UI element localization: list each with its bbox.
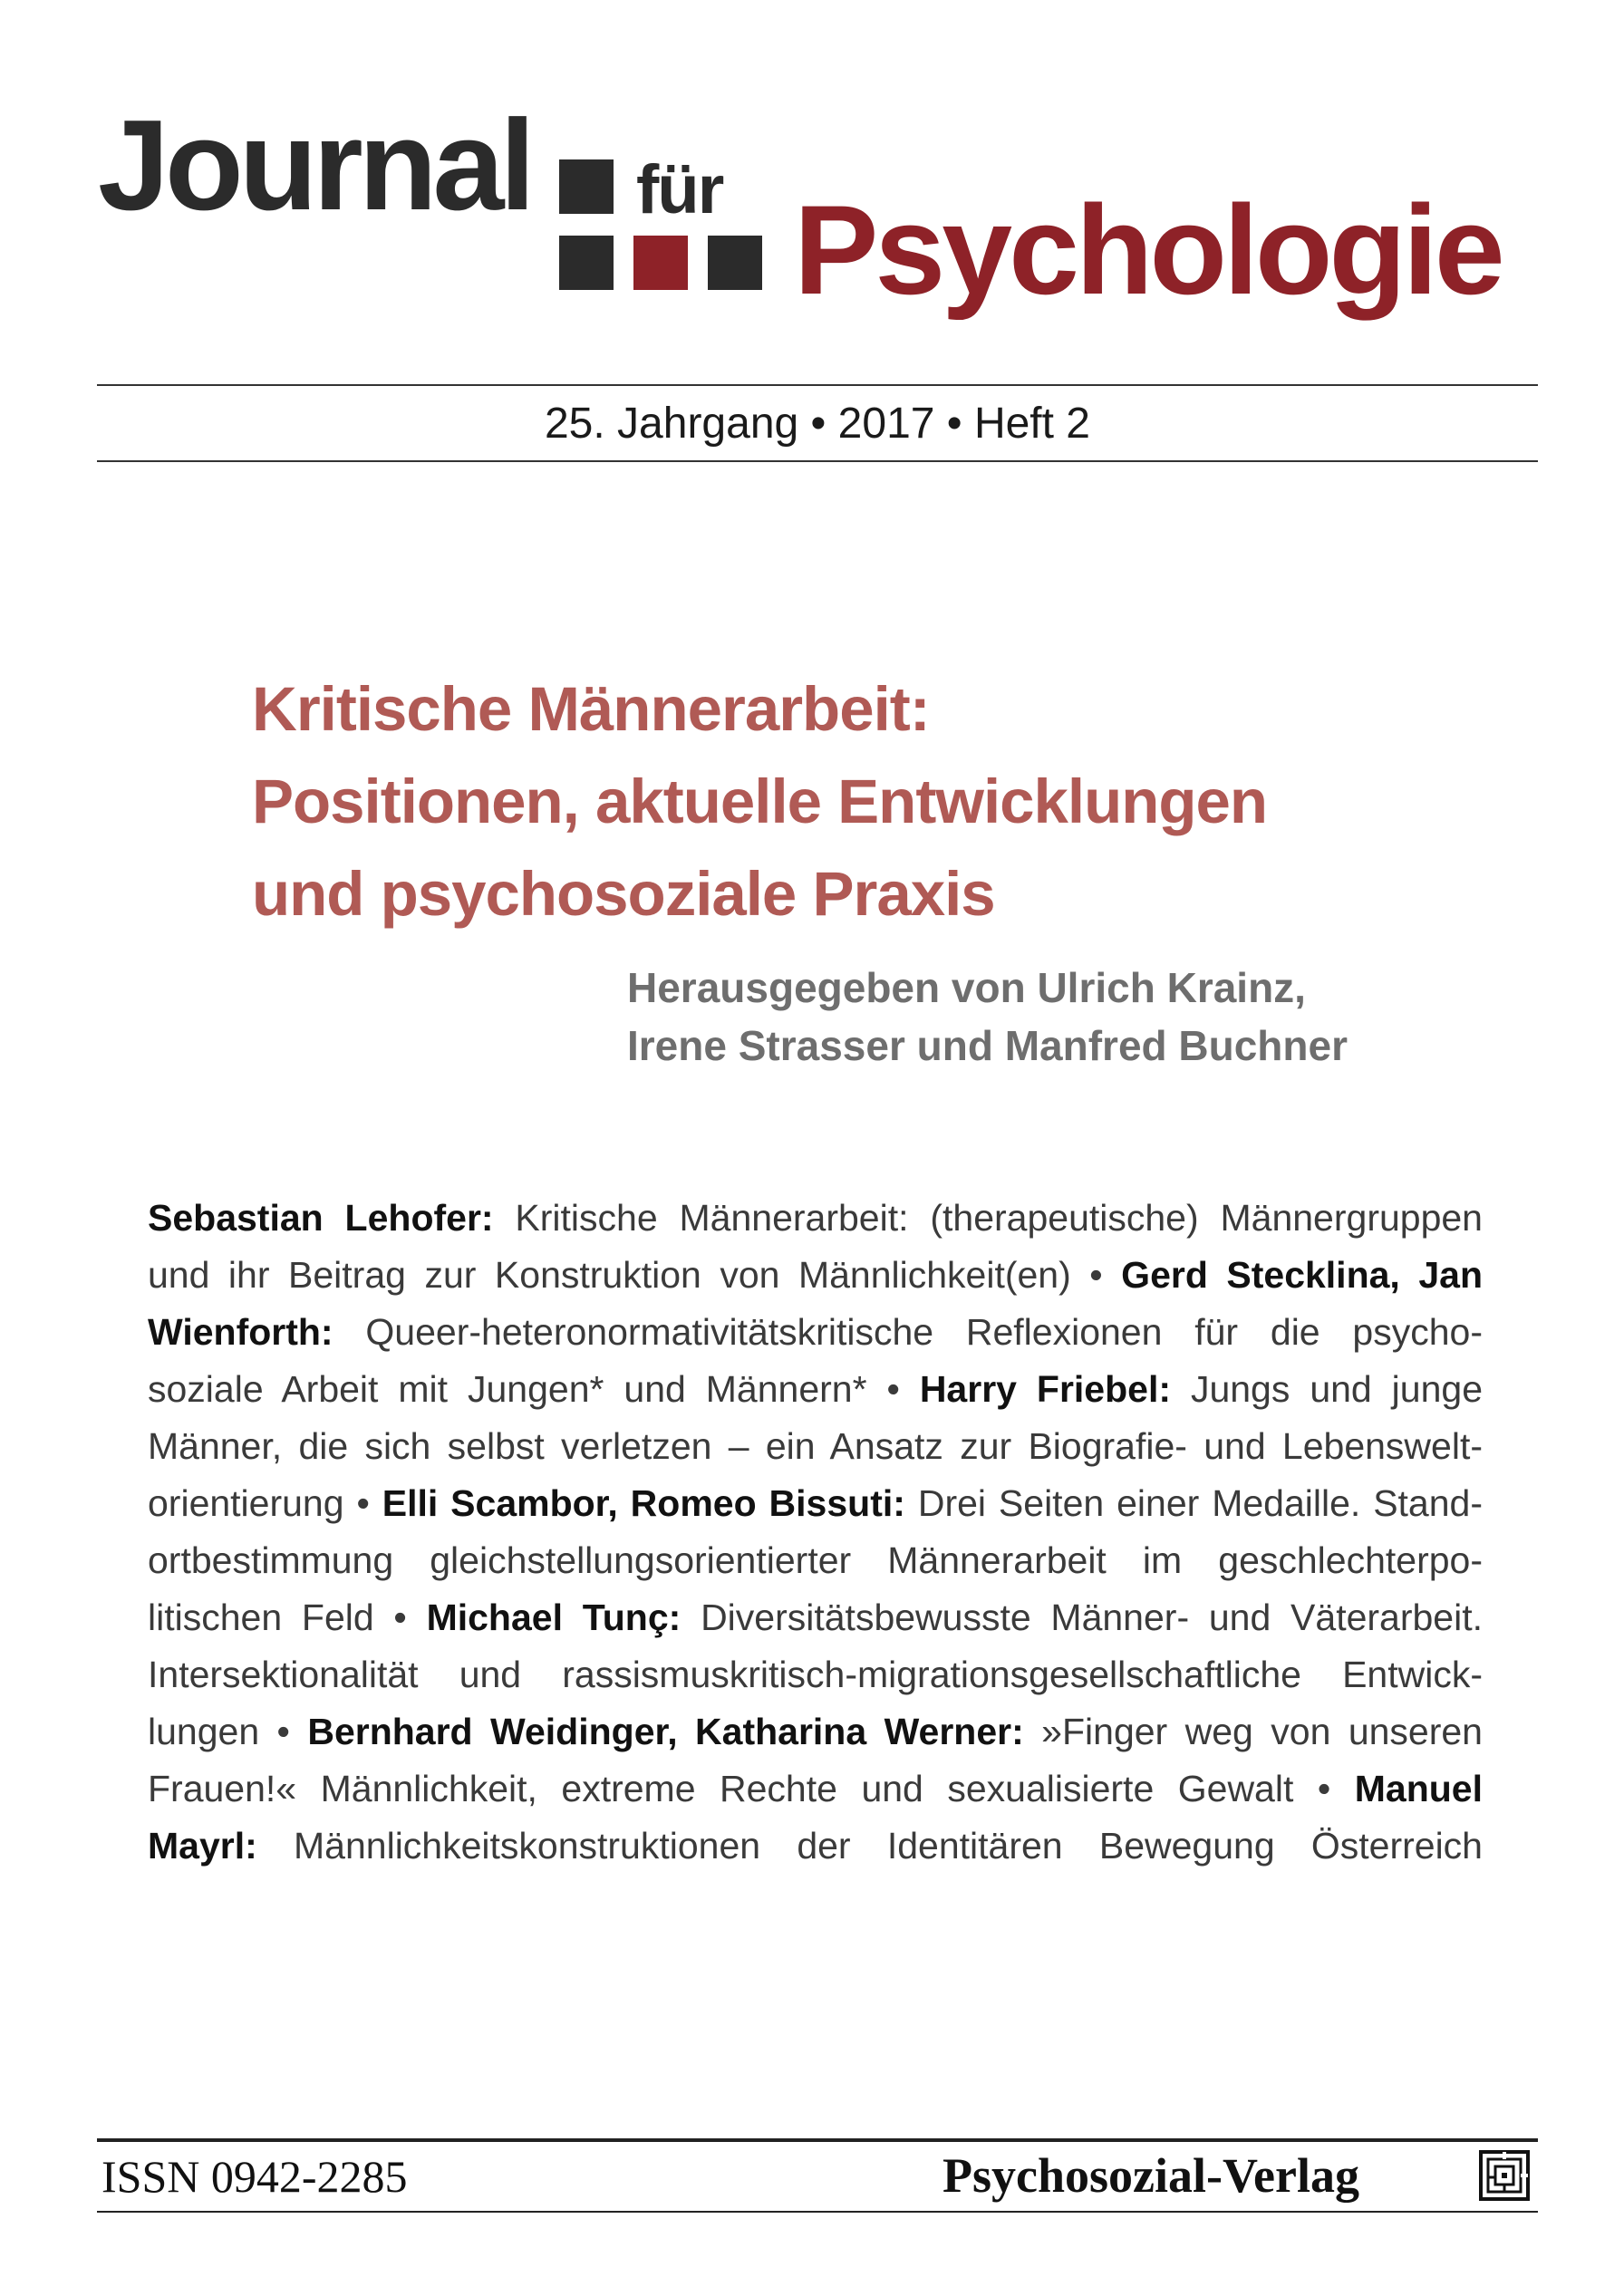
article-title: Intersektionalität und rassismuskritisch-migrationsgesellschaftliche Entwick- (148, 1654, 1483, 1695)
issue-theme-title (252, 663, 1475, 941)
contents-line (148, 1304, 1483, 1361)
article-title: litischen Feld • (148, 1597, 427, 1638)
article-title: Queer-heteronormativitätskritische Reflexionen für die psycho- (333, 1311, 1483, 1353)
author: Wienforth: (148, 1311, 334, 1353)
title-line: Positionen, aktuelle Entwicklungen (252, 767, 1268, 836)
author: Sebastian Lehofer: (148, 1197, 494, 1239)
article-title: Drei Seiten einer Medaille. Stand- (904, 1482, 1483, 1524)
author: Michael Tunç: (426, 1597, 682, 1638)
logo-square-red (633, 236, 688, 290)
article-title: lungen • (148, 1711, 308, 1752)
article-title: Männer, die sich selbst verletzen – ein Ansatz zur Biografie- und Lebenswelt- (148, 1425, 1483, 1467)
article-title: »Finger weg von unseren (1023, 1711, 1483, 1752)
editors (627, 959, 1533, 1075)
logo-square-dark (559, 236, 614, 290)
article-title: Frauen!« Männlichkeit, extreme Rechte und sexualisierte Gewalt • (148, 1768, 1355, 1809)
title-line: Kritische Männerarbeit: (252, 674, 930, 744)
article-title: ortbestimmung gleichstellungsorientierter Männerarbeit im geschlechterpo- (148, 1539, 1483, 1581)
article-title: soziale Arbeit mit Jungen* und Männern* • (148, 1368, 920, 1410)
footer-rule (97, 2211, 1538, 2213)
author: Harry Friebel: (919, 1368, 1171, 1410)
article-title: Kritische Männerarbeit: (therapeutische) Männergruppen (493, 1197, 1483, 1239)
fuer-wordmark: für (636, 151, 723, 228)
article-title: Männlichkeitskonstruktionen der Identitären Bewegung Österreich (256, 1825, 1483, 1867)
issue-info: 25. Jahrgang • 2017 • Heft 2 (544, 400, 1090, 448)
editors-line: Irene Strasser und Manfred Buchner (627, 1022, 1348, 1069)
article-title: Jungs und junge (1171, 1368, 1484, 1410)
contents-line (148, 1361, 1483, 1418)
contents-line (148, 1646, 1483, 1703)
rule (97, 460, 1538, 462)
contents-line (148, 1761, 1483, 1818)
contents-line (148, 1418, 1483, 1475)
contents-line (148, 1247, 1483, 1304)
rule (97, 384, 1538, 386)
contents-line (148, 1532, 1483, 1589)
logo-square-dark (708, 236, 762, 290)
logo-square-dark (559, 159, 614, 214)
author: Bernhard Weidinger, Katharina Werner: (307, 1711, 1024, 1752)
maze-logo-icon (1479, 2150, 1530, 2201)
contents-line (148, 1475, 1483, 1532)
contents-line (148, 1589, 1483, 1646)
article-title: Diversitätsbewusste Männer- und Väterarbeit. (681, 1597, 1483, 1638)
contents-line (148, 1818, 1483, 1875)
psychologie-wordmark: Psychologie (794, 178, 1502, 321)
author: Elli Scambor, Romeo Bissuti: (382, 1482, 905, 1524)
issn: ISSN 0942-2285 (102, 2151, 408, 2202)
editors-line: Herausgegeben von Ulrich Krainz, (627, 964, 1306, 1011)
journal-wordmark: Journal (98, 93, 531, 237)
contents-line (148, 1190, 1483, 1247)
author: Gerd Stecklina, Jan (1121, 1254, 1483, 1296)
author: Mayrl: (148, 1825, 257, 1867)
author: Manuel (1354, 1768, 1483, 1809)
publisher-name: Psychosozial-Verlag (942, 2148, 1359, 2203)
article-title: und ihr Beitrag zur Konstruktion von Männlichkeit(en) • (148, 1254, 1122, 1296)
footer-rule (97, 2138, 1538, 2142)
table-of-contents (148, 1190, 1483, 1875)
article-title: orientierung • (148, 1482, 382, 1524)
title-line: und psychosoziale Praxis (252, 859, 995, 929)
contents-line (148, 1703, 1483, 1761)
